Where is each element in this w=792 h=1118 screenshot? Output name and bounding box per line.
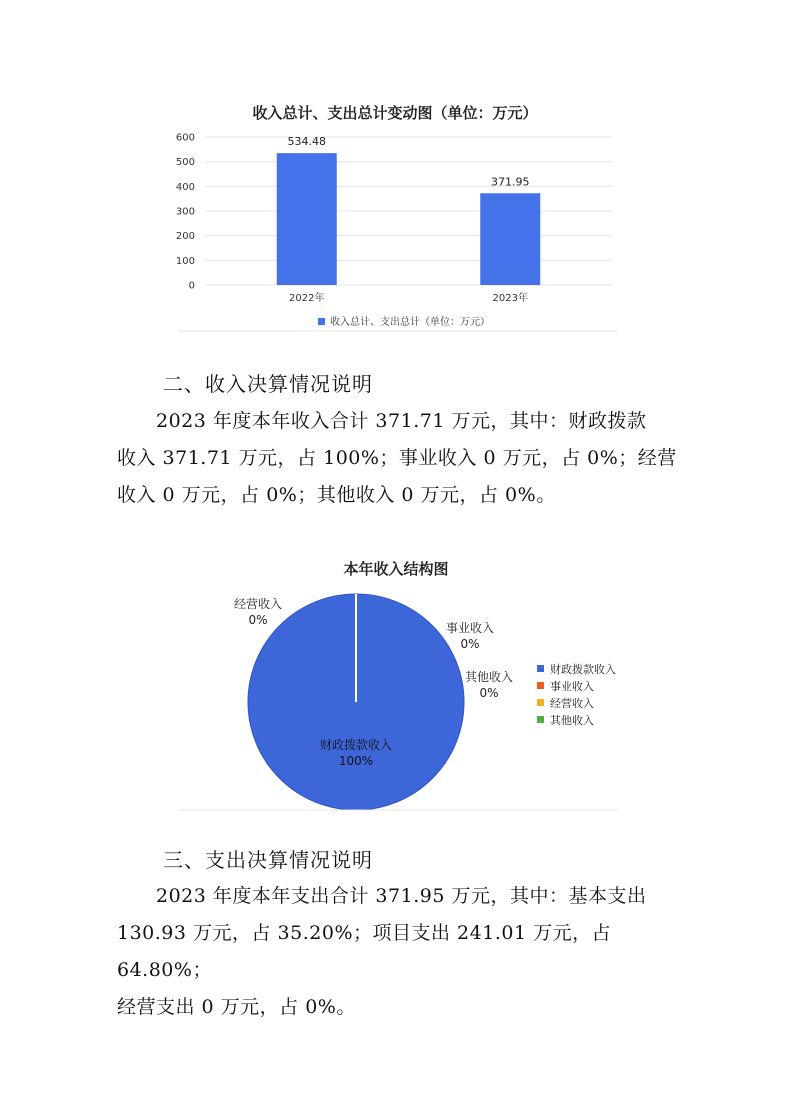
legend-swatch xyxy=(537,665,544,672)
pie-label-pct: 100% xyxy=(338,754,374,768)
legend-label: 事业收入 xyxy=(550,679,594,693)
paragraph-expense xyxy=(117,878,682,1026)
section-heading-expense: 三、支出决算情况说明 xyxy=(163,848,373,872)
paragraph-line: 2023 年度本年支出合计 371.95 万元，其中：基本支出 xyxy=(156,885,647,907)
legend-swatch xyxy=(537,682,544,689)
pie-legend xyxy=(537,660,616,728)
section-heading-income: 二、收入决算情况说明 xyxy=(163,372,373,396)
legend-item xyxy=(537,711,616,728)
y-tick-label: 300 xyxy=(175,206,195,218)
bar-chart-title: 收入总计、支出总计变动图（单位：万元） xyxy=(252,104,538,122)
legend-label: 财政拨款收入 xyxy=(550,662,616,676)
y-tick-label: 500 xyxy=(175,157,195,169)
paragraph-line: 经营支出 0 万元，占 0%。 xyxy=(117,996,356,1018)
pie-label-pct: 0% xyxy=(248,613,268,627)
y-tick-label: 100 xyxy=(175,255,195,267)
bar-legend-label: 收入总计、支出总计（单位：万元） xyxy=(330,317,490,328)
x-tick-label: 2023年 xyxy=(492,293,528,304)
legend-item xyxy=(537,694,616,711)
x-tick-label: 2022年 xyxy=(289,293,325,304)
paragraph-line: 130.93 万元，占 35.20%；项目支出 241.01 万元，占 64.80%； xyxy=(117,922,612,981)
y-tick-label: 200 xyxy=(175,231,195,243)
legend-label: 经营收入 xyxy=(550,696,594,710)
y-tick-label: 600 xyxy=(175,132,195,144)
paragraph-line: 收入 0 万元，占 0%；其他收入 0 万元，占 0%。 xyxy=(117,484,556,506)
bar-data-label: 371.95 xyxy=(491,175,530,189)
legend-swatch xyxy=(537,716,544,723)
pie-label-name: 其他收入 xyxy=(464,670,514,684)
pie-label-name: 财政拨款收入 xyxy=(319,738,393,752)
legend-item xyxy=(537,660,616,677)
legend-swatch xyxy=(537,699,544,706)
y-tick-label: 0 xyxy=(188,280,195,292)
pie-label-pct: 0% xyxy=(479,686,499,700)
bar-data-label: 534.48 xyxy=(287,135,326,149)
paragraph-line: 收入 371.71 万元，占 100%；事业收入 0 万元，占 0%；经营 xyxy=(117,447,677,469)
pie-chart-title: 本年收入结构图 xyxy=(343,560,449,578)
y-tick-label: 400 xyxy=(175,181,195,193)
pie-label-pct: 0% xyxy=(460,637,480,651)
legend-label: 其他收入 xyxy=(550,713,594,727)
legend-item xyxy=(537,677,616,694)
pie-label-name: 经营收入 xyxy=(233,597,283,611)
paragraph-line: 2023 年度本年收入合计 371.71 万元，其中：财政拨款 xyxy=(156,410,647,432)
pie-label-name: 事业收入 xyxy=(445,621,495,635)
